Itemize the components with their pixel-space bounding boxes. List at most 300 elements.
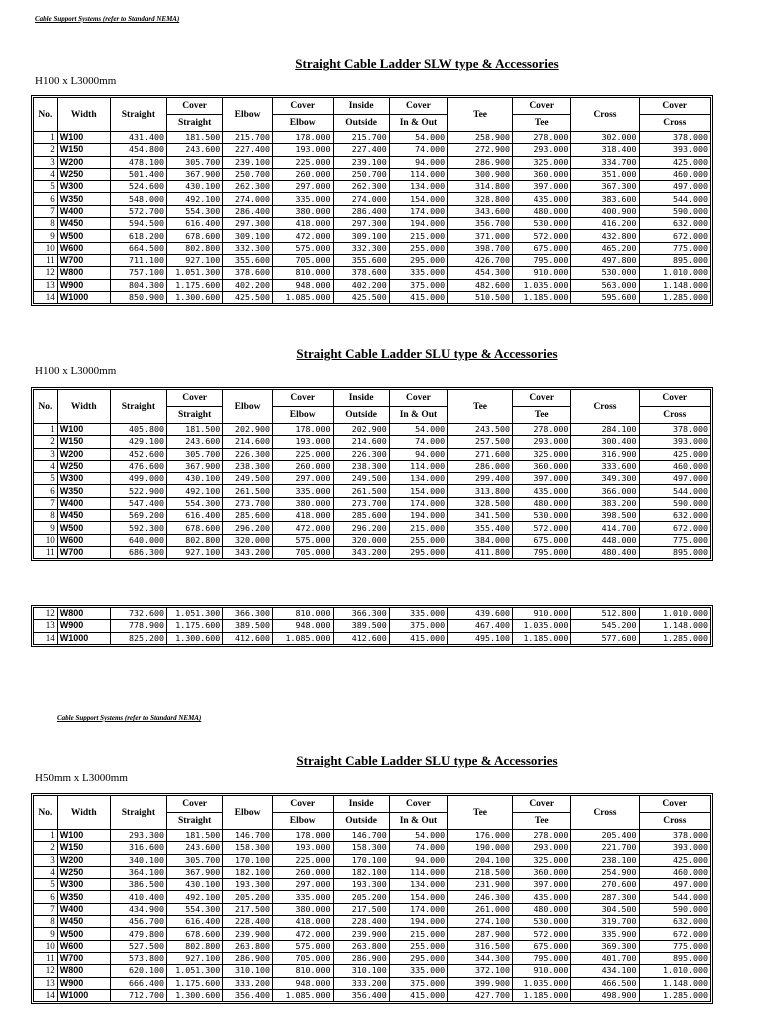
price-cell: 432.800 — [571, 230, 639, 242]
price-cell: 430.100 — [167, 879, 223, 891]
price-cell: 270.600 — [571, 879, 639, 891]
width-cell: W900 — [57, 620, 110, 632]
table-body — [34, 608, 711, 645]
price-cell: 318.400 — [571, 144, 639, 156]
price-cell: 425.000 — [639, 448, 710, 460]
price-cell: 182.100 — [223, 866, 273, 878]
price-cell: 426.700 — [448, 254, 513, 266]
price-cell: 895.000 — [639, 254, 710, 266]
price-cell: 430.100 — [167, 473, 223, 485]
price-cell: 243.600 — [167, 842, 223, 854]
price-cell: 1.175.600 — [167, 279, 223, 291]
price-cell: 467.400 — [448, 620, 513, 632]
row-number: 3 — [34, 448, 58, 460]
row-number: 14 — [34, 291, 58, 303]
price-cell: 398.500 — [571, 510, 639, 522]
width-cell: W1000 — [57, 632, 110, 644]
section3-dims: H50mm x L3000mm — [35, 772, 128, 784]
price-cell: 355.400 — [448, 522, 513, 534]
price-cell: 333.600 — [571, 460, 639, 472]
price-cell: 286.000 — [448, 460, 513, 472]
table-row — [34, 989, 711, 1001]
price-cell: 297.300 — [223, 218, 273, 230]
price-cell: 664.500 — [110, 242, 166, 254]
row-number: 5 — [34, 181, 58, 193]
price-cell: 1.185.000 — [513, 291, 571, 303]
table-row — [34, 891, 711, 903]
row-number: 5 — [34, 879, 58, 891]
price-cell: 412.600 — [333, 632, 389, 644]
price-cell: 1.051.300 — [167, 608, 223, 620]
header-note: Cable Support Systems (refer to Standard NEMA) — [35, 15, 180, 23]
price-cell: 547.400 — [110, 497, 166, 509]
section1-dims: H100 x L3000mm — [35, 75, 117, 87]
section1-table — [31, 95, 713, 306]
price-cell: 274.100 — [448, 916, 513, 928]
width-cell: W800 — [57, 608, 110, 620]
price-cell: 778.900 — [110, 620, 166, 632]
price-cell: 948.000 — [272, 279, 333, 291]
price-cell: 804.300 — [110, 279, 166, 291]
price-cell: 1.085.000 — [272, 291, 333, 303]
price-cell: 418.000 — [272, 510, 333, 522]
table-row — [34, 291, 711, 303]
price-cell: 154.000 — [389, 193, 447, 205]
width-cell: W500 — [57, 928, 110, 940]
price-cell: 178.000 — [272, 830, 333, 842]
price-cell: 1.085.000 — [272, 632, 333, 644]
row-number: 7 — [34, 497, 58, 509]
price-cell: 412.600 — [223, 632, 273, 644]
table-row — [34, 132, 711, 144]
price-cell: 775.000 — [639, 242, 710, 254]
price-cell: 181.500 — [167, 132, 223, 144]
column-header-top: Inside — [333, 390, 389, 407]
price-cell: 480.400 — [571, 546, 639, 558]
price-cell: 332.300 — [223, 242, 273, 254]
price-cell: 590.000 — [639, 903, 710, 915]
width-cell: W400 — [57, 497, 110, 509]
column-header: Elbow — [223, 390, 273, 424]
price-cell: 398.700 — [448, 242, 513, 254]
price-cell: 305.700 — [167, 448, 223, 460]
table-row — [34, 424, 711, 436]
price-cell: 378.000 — [639, 424, 710, 436]
price-cell: 293.000 — [513, 436, 571, 448]
price-cell: 397.000 — [513, 473, 571, 485]
column-header: Straight — [110, 98, 166, 132]
price-cell: 378.000 — [639, 830, 710, 842]
price-cell: 530.000 — [571, 267, 639, 279]
table-body — [34, 424, 711, 559]
table-header — [34, 98, 711, 132]
column-header: No. — [34, 390, 58, 424]
column-header-top: Cover — [167, 796, 223, 813]
price-cell: 590.000 — [639, 205, 710, 217]
price-cell: 174.000 — [389, 205, 447, 217]
price-cell: 278.000 — [513, 830, 571, 842]
price-cell: 910.000 — [513, 965, 571, 977]
width-cell: W300 — [57, 181, 110, 193]
price-cell: 221.700 — [571, 842, 639, 854]
price-cell: 360.000 — [513, 168, 571, 180]
table-row — [34, 546, 711, 558]
price-cell: 305.700 — [167, 156, 223, 168]
price-cell: 948.000 — [272, 977, 333, 989]
width-cell: W300 — [57, 879, 110, 891]
price-cell: 335.000 — [272, 193, 333, 205]
price-cell: 134.000 — [389, 473, 447, 485]
table-header — [34, 796, 711, 830]
price-cell: 1.300.600 — [167, 291, 223, 303]
width-cell: W700 — [57, 952, 110, 964]
price-cell: 257.500 — [448, 436, 513, 448]
price-cell: 492.100 — [167, 485, 223, 497]
table-row — [34, 854, 711, 866]
price-cell: 278.000 — [513, 132, 571, 144]
width-cell: W350 — [57, 485, 110, 497]
price-cell: 215.700 — [333, 132, 389, 144]
price-cell: 202.900 — [333, 424, 389, 436]
price-cell: 360.000 — [513, 866, 571, 878]
price-cell: 554.300 — [167, 497, 223, 509]
price-cell: 364.100 — [110, 866, 166, 878]
price-cell: 795.000 — [513, 254, 571, 266]
price-cell: 384.000 — [448, 534, 513, 546]
table-row — [34, 242, 711, 254]
price-cell: 435.000 — [513, 891, 571, 903]
column-header-bottom: Straight — [167, 813, 223, 830]
price-cell: 678.600 — [167, 522, 223, 534]
price-cell: 262.300 — [333, 181, 389, 193]
width-cell: W900 — [57, 279, 110, 291]
table-row — [34, 620, 711, 632]
table-row — [34, 632, 711, 644]
column-header-top: Cover — [272, 98, 333, 115]
price-cell: 389.500 — [223, 620, 273, 632]
price-cell: 572.000 — [513, 230, 571, 242]
price-cell: 335.000 — [389, 267, 447, 279]
table — [33, 389, 711, 559]
column-header-top: Cover — [639, 98, 710, 115]
price-cell: 154.000 — [389, 485, 447, 497]
header-row — [34, 390, 711, 407]
row-number: 13 — [34, 279, 58, 291]
price-cell: 1.051.300 — [167, 267, 223, 279]
price-cell: 325.000 — [513, 854, 571, 866]
price-cell: 616.400 — [167, 510, 223, 522]
price-cell: 217.500 — [333, 903, 389, 915]
width-cell: W400 — [57, 903, 110, 915]
column-header-bottom: Outside — [333, 407, 389, 424]
price-cell: 328.500 — [448, 497, 513, 509]
price-cell: 1.035.000 — [513, 977, 571, 989]
width-cell: W1000 — [57, 291, 110, 303]
price-cell: 544.000 — [639, 891, 710, 903]
price-cell: 367.300 — [571, 181, 639, 193]
price-cell: 1.010.000 — [639, 267, 710, 279]
price-cell: 351.000 — [571, 168, 639, 180]
table-row — [34, 193, 711, 205]
price-cell: 1.148.000 — [639, 279, 710, 291]
price-cell: 1.285.000 — [639, 291, 710, 303]
price-cell: 343.600 — [448, 205, 513, 217]
column-header-bottom: Tee — [513, 407, 571, 424]
price-cell: 299.400 — [448, 473, 513, 485]
price-cell: 239.100 — [223, 156, 273, 168]
price-cell: 1.285.000 — [639, 989, 710, 1001]
column-header: Width — [57, 98, 110, 132]
header-row — [34, 98, 711, 115]
column-header-top: Cover — [639, 796, 710, 813]
price-cell: 378.600 — [223, 267, 273, 279]
price-cell: 672.000 — [639, 928, 710, 940]
price-cell: 802.800 — [167, 534, 223, 546]
price-cell: 366.300 — [333, 608, 389, 620]
price-cell: 194.000 — [389, 510, 447, 522]
table-row — [34, 608, 711, 620]
price-cell: 530.000 — [513, 510, 571, 522]
price-cell: 343.200 — [223, 546, 273, 558]
price-cell: 286.900 — [223, 952, 273, 964]
price-cell: 418.000 — [272, 916, 333, 928]
price-cell: 810.000 — [272, 267, 333, 279]
column-header-bottom: In & Out — [389, 813, 447, 830]
price-cell: 1.175.600 — [167, 620, 223, 632]
price-cell: 497.000 — [639, 879, 710, 891]
column-header-bottom: Straight — [167, 115, 223, 132]
price-cell: 194.000 — [389, 916, 447, 928]
price-cell: 320.000 — [333, 534, 389, 546]
price-cell: 429.100 — [110, 436, 166, 448]
price-cell: 114.000 — [389, 168, 447, 180]
table-row — [34, 448, 711, 460]
table-row — [34, 510, 711, 522]
width-cell: W200 — [57, 854, 110, 866]
width-cell: W250 — [57, 168, 110, 180]
price-cell: 378.000 — [639, 132, 710, 144]
price-cell: 530.000 — [513, 218, 571, 230]
price-cell: 399.900 — [448, 977, 513, 989]
row-number: 10 — [34, 242, 58, 254]
row-number: 4 — [34, 168, 58, 180]
price-cell: 178.000 — [272, 132, 333, 144]
price-cell: 1.148.000 — [639, 620, 710, 632]
column-header-bottom: Outside — [333, 813, 389, 830]
price-cell: 134.000 — [389, 181, 447, 193]
price-cell: 1.035.000 — [513, 620, 571, 632]
column-header: Straight — [110, 796, 166, 830]
price-cell: 239.900 — [223, 928, 273, 940]
price-cell: 927.100 — [167, 254, 223, 266]
row-number: 2 — [34, 842, 58, 854]
price-cell: 225.000 — [272, 854, 333, 866]
price-cell: 274.000 — [223, 193, 273, 205]
table-row — [34, 267, 711, 279]
table-row — [34, 156, 711, 168]
column-header-bottom: Outside — [333, 115, 389, 132]
price-cell: 170.100 — [223, 854, 273, 866]
width-cell: W1000 — [57, 989, 110, 1001]
price-cell: 592.300 — [110, 522, 166, 534]
price-cell: 319.700 — [571, 916, 639, 928]
width-cell: W300 — [57, 473, 110, 485]
price-cell: 310.100 — [333, 965, 389, 977]
price-cell: 334.700 — [571, 156, 639, 168]
price-cell: 193.000 — [272, 436, 333, 448]
row-number: 8 — [34, 916, 58, 928]
price-cell: 366.300 — [223, 608, 273, 620]
price-cell: 305.700 — [167, 854, 223, 866]
price-cell: 895.000 — [639, 546, 710, 558]
price-cell: 254.900 — [571, 866, 639, 878]
price-cell: 146.700 — [223, 830, 273, 842]
price-cell: 410.400 — [110, 891, 166, 903]
row-number: 7 — [34, 205, 58, 217]
price-cell: 271.600 — [448, 448, 513, 460]
price-cell: 255.000 — [389, 242, 447, 254]
table-row — [34, 522, 711, 534]
row-number: 2 — [34, 436, 58, 448]
price-cell: 325.000 — [513, 448, 571, 460]
section1-title: Straight Cable Ladder SLW type & Accessories — [295, 56, 559, 71]
section2-title: Straight Cable Ladder SLU type & Accessories — [296, 346, 558, 361]
column-header: Cross — [571, 98, 639, 132]
price-cell: 249.500 — [223, 473, 273, 485]
price-cell: 316.500 — [448, 940, 513, 952]
price-cell: 594.500 — [110, 218, 166, 230]
price-cell: 416.200 — [571, 218, 639, 230]
price-cell: 297.000 — [272, 879, 333, 891]
row-number: 3 — [34, 156, 58, 168]
price-cell: 261.500 — [223, 485, 273, 497]
price-cell: 372.100 — [448, 965, 513, 977]
price-cell: 273.700 — [223, 497, 273, 509]
price-cell: 260.000 — [272, 168, 333, 180]
price-cell: 295.000 — [389, 546, 447, 558]
row-number: 13 — [34, 620, 58, 632]
price-cell: 378.600 — [333, 267, 389, 279]
price-cell: 320.000 — [223, 534, 273, 546]
price-cell: 215.000 — [389, 230, 447, 242]
price-cell: 675.000 — [513, 534, 571, 546]
price-cell: 262.300 — [223, 181, 273, 193]
price-cell: 810.000 — [272, 965, 333, 977]
price-cell: 134.000 — [389, 879, 447, 891]
column-header-top: Cover — [389, 796, 447, 813]
row-number: 2 — [34, 144, 58, 156]
price-cell: 1.185.000 — [513, 989, 571, 1001]
price-cell: 297.300 — [333, 218, 389, 230]
price-cell: 215.700 — [223, 132, 273, 144]
price-cell: 415.000 — [389, 989, 447, 1001]
price-cell: 314.800 — [448, 181, 513, 193]
price-cell: 154.000 — [389, 891, 447, 903]
price-cell: 386.500 — [110, 879, 166, 891]
price-cell: 263.800 — [223, 940, 273, 952]
price-cell: 775.000 — [639, 940, 710, 952]
row-number: 6 — [34, 891, 58, 903]
price-cell: 415.000 — [389, 291, 447, 303]
width-cell: W450 — [57, 510, 110, 522]
row-number: 4 — [34, 866, 58, 878]
width-cell: W150 — [57, 842, 110, 854]
width-cell: W250 — [57, 866, 110, 878]
price-cell: 666.400 — [110, 977, 166, 989]
price-cell: 74.000 — [389, 436, 447, 448]
width-cell: W700 — [57, 546, 110, 558]
price-cell: 238.300 — [223, 460, 273, 472]
price-cell: 380.000 — [272, 903, 333, 915]
row-number: 7 — [34, 903, 58, 915]
price-cell: 309.100 — [333, 230, 389, 242]
price-cell: 335.000 — [272, 485, 333, 497]
section2-table-continued — [31, 605, 713, 647]
price-cell: 355.600 — [333, 254, 389, 266]
row-number: 6 — [34, 193, 58, 205]
width-cell: W700 — [57, 254, 110, 266]
price-cell: 356.700 — [448, 218, 513, 230]
price-cell: 332.300 — [333, 242, 389, 254]
price-cell: 497.000 — [639, 473, 710, 485]
price-cell: 174.000 — [389, 903, 447, 915]
row-number: 14 — [34, 989, 58, 1001]
price-cell: 349.300 — [571, 473, 639, 485]
column-header-top: Cover — [389, 98, 447, 115]
price-cell: 795.000 — [513, 546, 571, 558]
width-cell: W200 — [57, 156, 110, 168]
price-cell: 284.100 — [571, 424, 639, 436]
price-cell: 544.000 — [639, 193, 710, 205]
price-cell: 554.300 — [167, 903, 223, 915]
price-cell: 218.500 — [448, 866, 513, 878]
column-header: No. — [34, 98, 58, 132]
row-number: 14 — [34, 632, 58, 644]
price-cell: 333.200 — [333, 977, 389, 989]
price-cell: 316.600 — [110, 842, 166, 854]
price-cell: 204.100 — [448, 854, 513, 866]
column-header: Tee — [448, 98, 513, 132]
width-cell: W100 — [57, 424, 110, 436]
price-cell: 544.000 — [639, 485, 710, 497]
price-cell: 732.600 — [110, 608, 166, 620]
price-cell: 380.000 — [272, 497, 333, 509]
price-cell: 158.300 — [223, 842, 273, 854]
price-cell: 225.000 — [272, 156, 333, 168]
price-cell: 948.000 — [272, 620, 333, 632]
price-cell: 686.300 — [110, 546, 166, 558]
section3-table — [31, 793, 713, 1004]
price-cell: 255.000 — [389, 534, 447, 546]
table-row — [34, 218, 711, 230]
column-header-bottom: In & Out — [389, 407, 447, 424]
width-cell: W350 — [57, 891, 110, 903]
table-row — [34, 497, 711, 509]
column-header: Elbow — [223, 98, 273, 132]
price-cell: 705.000 — [272, 546, 333, 558]
price-cell: 480.000 — [513, 205, 571, 217]
price-cell: 711.100 — [110, 254, 166, 266]
price-cell: 640.000 — [110, 534, 166, 546]
price-cell: 927.100 — [167, 952, 223, 964]
price-cell: 1.085.000 — [272, 989, 333, 1001]
price-cell: 501.400 — [110, 168, 166, 180]
column-header-top: Cover — [513, 390, 571, 407]
width-cell: W500 — [57, 522, 110, 534]
column-header-bottom: Cross — [639, 813, 710, 830]
price-cell: 454.300 — [448, 267, 513, 279]
price-cell: 286.400 — [223, 205, 273, 217]
